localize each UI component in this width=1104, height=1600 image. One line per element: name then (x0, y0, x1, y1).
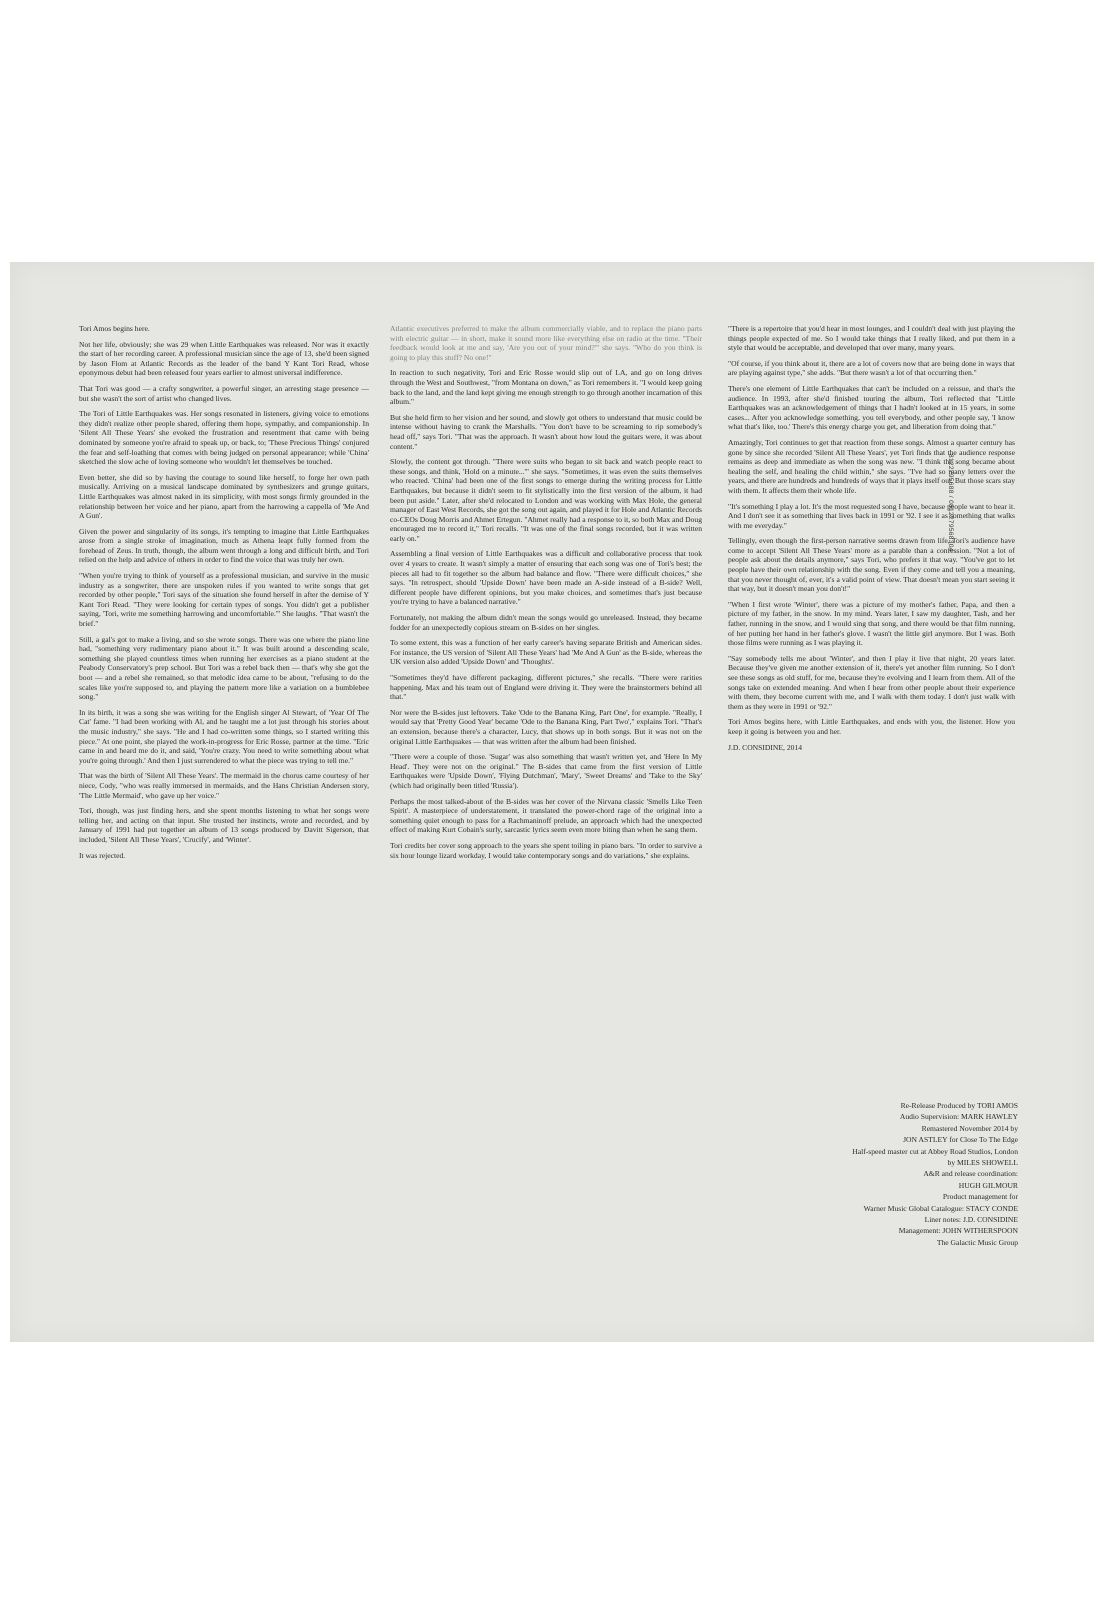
paragraph: Fortunately, not making the album didn't mean the songs would go unreleased. Instead, they became fodder for an unexpectedly copious stream on B-sides on her singles. (390, 613, 702, 632)
credit-line: Remastered November 2014 by (921, 1123, 1018, 1133)
paragraph: Tori Amos begins here. (79, 324, 150, 333)
paragraph: Tori Amos begins here, with Little Earthquakes, and ends with you, the listener. How you keep it going is between you and her. (728, 717, 1015, 736)
credit-line: Audio Supervision: MARK HAWLEY (899, 1112, 1018, 1122)
paragraph: Given the power and singularity of its songs, it's tempting to imagine that Little Earthquakes arose from a single stroke of imagination, much as Athena leapt fully formed from the forehead of Zeus. In truth, though, the album went through a long and difficult birth, and Tori relied on the help and advice of others in order to find the voice that was truly her own. (79, 526, 369, 565)
paragraph: Tori credits her cover song approach to the years she spent toiling in piano bars. "In order to survive a six hour lounge lizard workday, I would take contemporary songs and do variations," she explains. (390, 840, 702, 860)
paragraph: Perhaps the most talked-about of the B-sides was her cover of the Nirvana classic 'Smells Like Teen Spirit'. A masterpiece of understatement, it translated the power-chord rage of the original into a something quiet enough to pass for a Rachmaninoff prelude, an approach which had the unexpected effect of making Kurt Cobain's surly, sarcastic lyrics seem even more biting than when he sang them. (390, 796, 702, 835)
paragraph: Nor were the B-sides just leftovers. Take 'Ode to the Banana King, Part One', for example. "Really, I would say that 'Pretty Good Year' became 'Ode to the Banana King, Part Two'," explains Tori. "That's an extension, because there's a character, Lucy, that shows up in both songs. But it was not on the original Little Earthquakes — that was written after the album had been finished. (390, 707, 702, 746)
paragraph: Not her life, obviously; she was 29 when Little Earthquakes was released. Nor was it exactly the start of her recording career. A professional musician since the age of 13, she'd been signed by Jason Flom at Atlantic Records as the leader of the band Y Kant Tori Read, whose eponymous debut had been released four years earlier to almost universal indifference. (79, 339, 369, 378)
paragraph: Tori, though, was just finding hers, and she spent months listening to what her songs were telling her, and acting on that input. She trusted her instincts, wrote and recorded, and by January of 1991 had put together an album of 13 songs produced by Davitt Sigerson, that included, 'Silent All These Years', 'Crucify', and 'Winter'. (79, 806, 369, 844)
credit-line: Half-speed master cut at Abbey Road Studios, London (852, 1146, 1018, 1156)
paragraph: Atlantic executives preferred to make the album commercially viable, and to replace the piano parts with electric guitar — in short, make it sound more like everything else on radio at the time. "Their feedback would look at me and say, 'Are you out of your mind?'" she says. "Who do you think is going to play this stuff? No one!" (390, 324, 702, 362)
paragraph: Still, a gal's got to make a living, and so she wrote songs. There was one where the piano line had, "something very rudimentary piano about it." It was built around a descending scale, something she played countless times when running her exercises as a piano student at the Peabody Conservatory's prep school. But Tori was a rebel back then — that's why she got the boot — and a rebel she remained, so that melodic idea came to be about, "refusing to do the scales like you're supposed to, and playing the pattern more like a variation on a bumblebee song." (79, 634, 369, 702)
catalog-number: 8122795688 / 0812279568304 (947, 454, 954, 552)
paragraph: Tellingly, even though the first-person narrative seems drawn from life, Tori's audience have come to accept 'Silent All These Years' more as a parable than a confession. "Not a lot of people ask about the details anymore," says Tori, who prefers it that way. "You've got to let people have their own relationship with the song. Even if they come and tell you a meaning, that you never thought of, ever, it's a valid point of view. That doesn't mean you start seeing it that way, but it doesn't mean you don't!" (728, 536, 1015, 594)
paragraph: "Of course, if you think about it, there are a lot of covers now that are being done in ways that are playing against type," she adds. "But there wasn't a lot of that occurring then." (728, 358, 1015, 378)
credit-line: A&R and release coordination: (923, 1169, 1018, 1179)
paragraph: "When I first wrote 'Winter', there was a picture of my mother's father, Papa, and then a picture of my father, in the snow. In my mind. Years later, I saw my daughter, Tash, and her father, running in the snow, and I would sing that song, and there would be that film running, of her putting her hand in her father's glove. I wasn't the little girl anymore. But I was. Both those films were running as I was playing it. (728, 599, 1015, 648)
paragraph: Amazingly, Tori continues to get that reaction from these songs. Almost a quarter century has gone by since she recorded 'Silent All These Years', yet Tori finds that the audience response remains as deep and immediate as when the song was new. "I think the song became about healing the self, and healing the child within," she says. "I've had so many letters over the years, and there are hundreds and hundreds of ways that it plays itself out. But those scars stay with them. It affects them their whole life. (728, 437, 1016, 495)
credit-line: The Galactic Music Group (936, 1237, 1018, 1247)
paragraph: "There were a couple of those. 'Sugar' was also something that wasn't written yet, and 'Here In My Head'. They were not on the original." The B-sides that came from the first version of Little Earthquakes were 'Upside Down', 'Flying Dutchman', 'Mary', 'Sweet Dreams' and 'Take to the Sky' (which had originally been titled 'Russia'). (390, 752, 702, 790)
credit-line: Management: JOHN WITHERSPOON (898, 1226, 1018, 1236)
paragraph: Slowly, the content got through. "There were suits who began to sit back and watch people react to these songs, and think, 'Hold on a minute...'" she says. "Sometimes, it was even the suits themselves who reacted. 'China' had been one of the first songs to emerge during the writing process for Little Earthquakes, but because it didn't seem to fit stylistically into the first version of the album, it had been put aside." Later, after she'd relocated to London and was working with Max Hole, the general manager of East West Records, she got the song out again, and played it for Hole and Atlantic Records co-CEOs Doug Morris and Ahmet Ertegun. "Ahmet really had a response to it, so both Max and Doug encouraged me to record it," Tori recalls. "It was one of the final songs recorded, but it was written early on." (390, 457, 702, 543)
credit-line: HUGH GILMOUR (958, 1180, 1018, 1190)
paragraph: "Say somebody tells me about 'Winter', and then I play it live that night, 20 years later. Because they've given me another extension of it, there's yet another film running. So I don't see these songs as old stuff, for me, because they're evolving and I learn from them. All of the songs take on extended meaning. And when I hear from other people about their experience with them, they become current with me, and I walk with them today. I don't just walk with them as they were in 1991 or '92." (728, 653, 1015, 711)
paragraph: But she held firm to her vision and her sound, and slowly got others to understand that music could be intense without having to crank the Marshalls. "You don't have to be screaming to rip somebody's head off," says Tori. "That was the approach. It wasn't about how loud the guitars were, it was about content." (390, 412, 702, 451)
paragraph: The Tori of Little Earthquakes was. Her songs resonated in listeners, giving voice to emotions they didn't realize other people shared, offering them hope, sympathy, and companionship. In 'Silent All These Years' she evoked the frustration and resentment that came with being dominated by someone you're afraid to speak up, or back, to; 'These Precious Things' conjured the fear and self-loathing that comes with being judged on personal appearance; while 'China' sketched the slow ache of loving someone who wouldn't let themselves be touched. (79, 409, 369, 467)
text-column-middle (390, 324, 702, 866)
liner-notes-sheet (10, 262, 1094, 1342)
paragraph: In reaction to such negativity, Tori and Eric Rosse would slip out of LA, and go on long drives through the West and Southwest, "from Montana on down," as Tori remembers it. "I would keep going back to the land, and the land kept giving me enough strength to go through another incarnation of this album." (390, 368, 702, 407)
credit-line: Liner notes: J.D. CONSIDINE (924, 1215, 1018, 1225)
text-column-right (728, 324, 1015, 758)
paragraph: J.D. CONSIDINE, 2014 (728, 742, 803, 752)
paragraph: "When you're trying to think of yourself as a professional musician, and survive in the music industry as a songwriter, there are unspoken rules if you wanted to write songs that get recorded by other people," Tori says of the situation she found herself in after the demise of Y Kant Tori Read. "They were looking for certain types of songs. You didn't get a publisher saying, 'Tori, write me something harrowing and uncomfortable.'" She laughs. "That wasn't the brief." (79, 571, 369, 629)
credit-line: Warner Music Global Catalogue: STACY CONDE (863, 1203, 1018, 1213)
credit-line: by MILES SHOWELL (947, 1158, 1018, 1168)
paragraph: To some extent, this was a function of her early career's having separate British and American sides. For instance, the US version of 'Silent All These Years' had 'Me And A Gun' as the B-side, whereas the UK version also added 'Upside Down' and 'Thoughts'. (390, 638, 702, 667)
paragraph: That Tori was good — a crafty songwriter, a powerful singer, an arresting stage presence — but she wasn't the sort of artist who changed lives. (79, 383, 369, 403)
credit-line: Re-Release Produced by TORI AMOS (900, 1101, 1018, 1110)
paragraph: There's one element of Little Earthquakes that can't be included on a reissue, and that's the audience. In 1993, after she'd finished touring the album, Tori reflected that "Little Earthquakes was an acknowledgement of things that I hadn't looked at in 15 years, in some cases... After you acknowledge something, you tell everybody, and other people say, 'I know what that's like, too.' There's this energy charge you get, and liberation from doing that." (728, 383, 1015, 432)
text-column-left (79, 324, 369, 866)
credit-line: Product management for (942, 1192, 1018, 1202)
paragraph: In its birth, it was a song she was writing for the English singer Al Stewart, of 'Year Of The Cat' fame. "I had been working with Al, and he taught me a lot just through his stories about the music industry," she says. "He and I had co-written some things, so I started writing this piece." At one point, she played the work-in-progress for Eric Rosse, partner at the time. "Eric came in and heard me do it, and said, 'You're crazy. You need to write something about what you're going through.' And then I just surrendered to what the piece was trying to tell me." (79, 707, 369, 765)
paragraph: Assembling a final version of Little Earthquakes was a difficult and collaborative process that took over 4 years to create. It wasn't simply a matter of ensuring that each song was one of Tori's best; the pieces all had to fit together so the album had balance and flow. "There were difficult choices," she says. "In retrospect, should 'Upside Down' have been made an A-side instead of a B-side? Well, different people have different opinions, but you make choices, and sometimes that's just because you're trying to have a balanced narrative." (390, 549, 702, 607)
paragraph: "There is a repertoire that you'd hear in most lounges, and I couldn't deal with just playing the things people expected of me. So I would take things that I really liked, and put them in a style that would be acceptable, and developed that over many, many years. (728, 324, 1015, 353)
credits-block (728, 1100, 1018, 1248)
paragraph: It was rejected. (79, 850, 126, 860)
paragraph: That was the birth of 'Silent All These Years'. The mermaid in the chorus came courtesy of her niece, Cody, "who was really immersed in mermaids, and the Hans Christian Andersen story, 'The Little Mermaid', who gave up her voice." (79, 771, 369, 800)
paragraph: "Sometimes they'd have different packaging, different pictures," she recalls. "There were rarities happening. Max and his team out of England were driving it. They were the brainstormers behind all that." (390, 673, 702, 702)
credit-line: JON ASTLEY for Close To The Edge (903, 1135, 1018, 1145)
paragraph: Even better, she did so by having the courage to sound like herself, to forge her own path musically. Arriving on a musical landscape dominated by synthesizers and grunge guitars, Little Earthquakes was almost naked in its simplicity, with most songs firmly grounded in the relationship between her voice and her piano, apart from the harrowing a cappella of 'Me And A Gun'. (79, 472, 369, 521)
paragraph: "It's something I play a lot. It's the most requested song I have, because people want to hear it. And I don't see it as something that lives back in 1991 or '92. I see it as something that walks with me everyday." (728, 501, 1015, 530)
